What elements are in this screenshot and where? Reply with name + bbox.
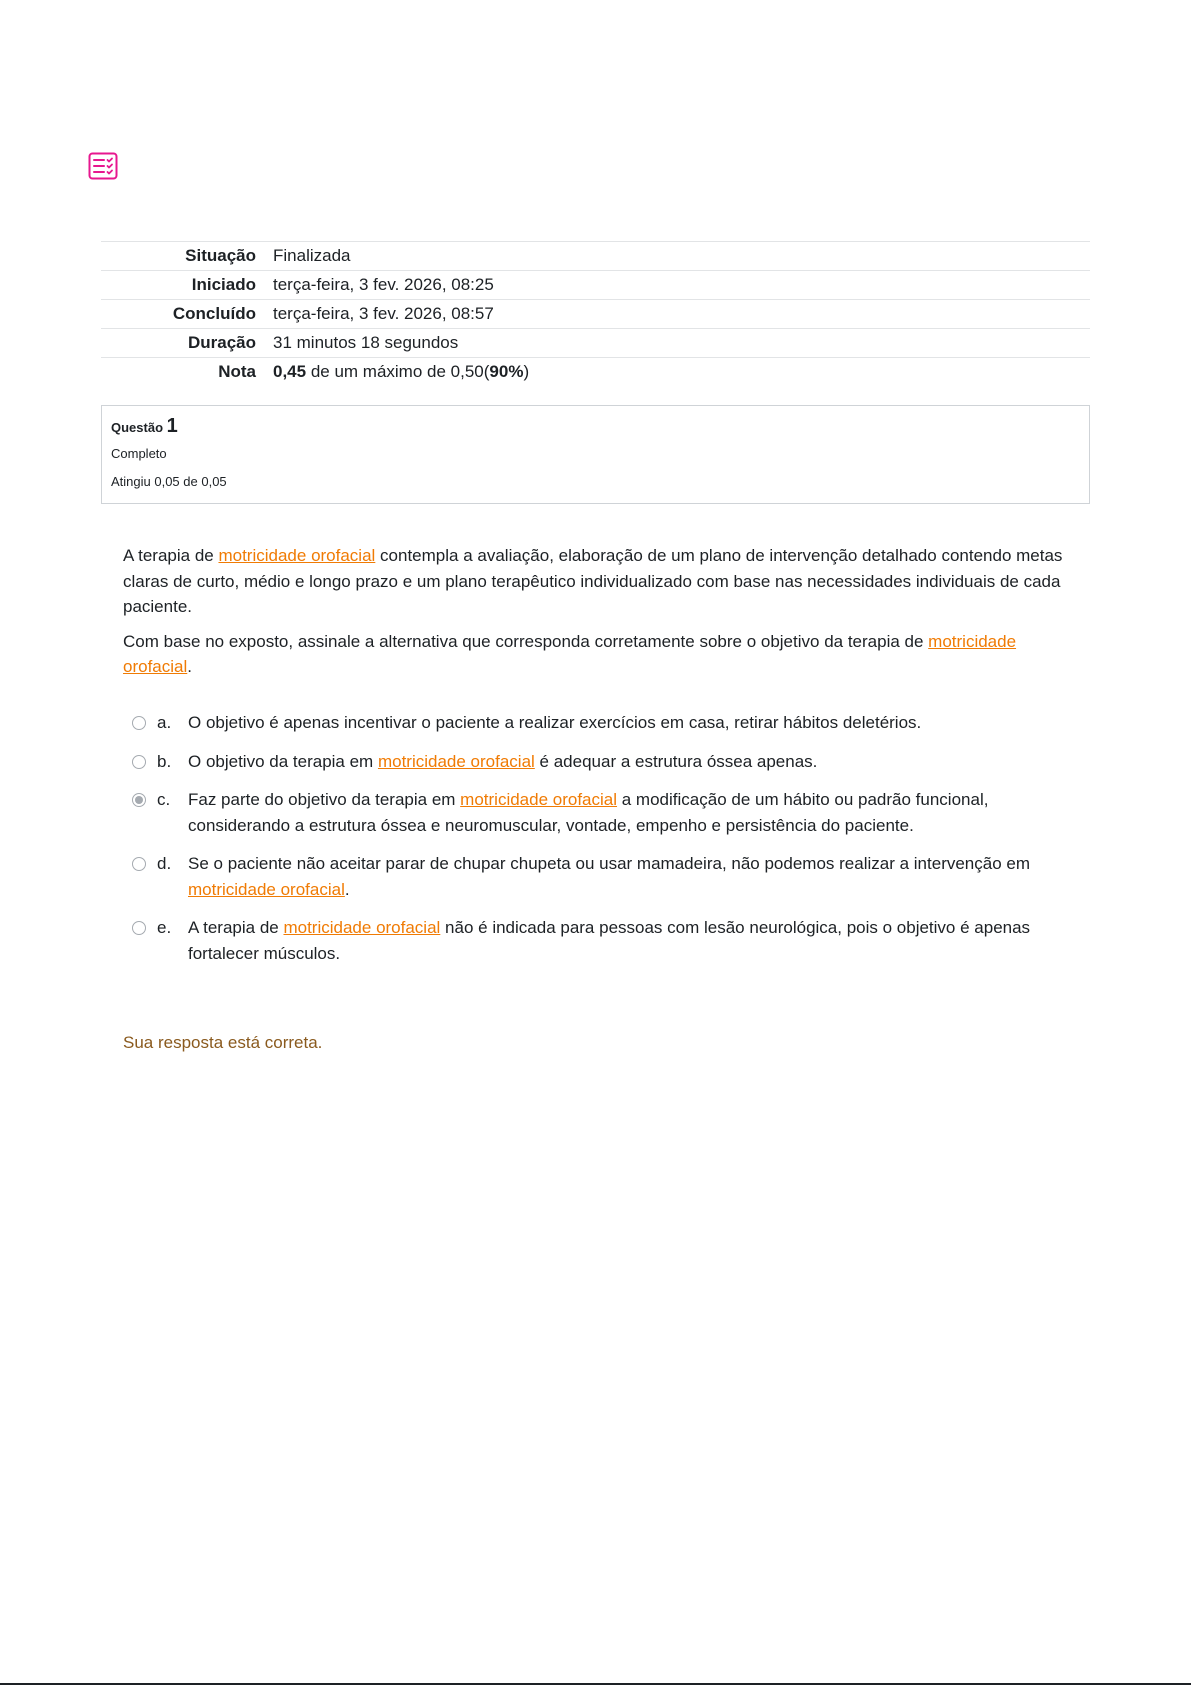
radio-button[interactable]: [132, 716, 146, 730]
answer-option-d[interactable]: [132, 851, 1078, 902]
summary-value: terça-feira, 3 fev. 2026, 08:25: [273, 275, 494, 294]
option-letter: e.: [157, 918, 172, 937]
option-letter: b.: [157, 751, 172, 771]
question-state: Completo: [111, 446, 167, 461]
question-info-box: [101, 405, 1090, 504]
option-letter: d.: [157, 854, 172, 873]
summary-value: 31 minutos 18 segundos: [273, 333, 459, 352]
text-segment: .: [187, 657, 192, 676]
question-paragraph-2: [123, 629, 1078, 680]
question-number-value: 1: [166, 415, 178, 437]
option-letter: c.: [157, 790, 171, 809]
text-segment: é adequar a estrutura óssea apenas.: [534, 751, 818, 771]
summary-row-grade: [101, 358, 1090, 387]
text-segment: .: [344, 879, 350, 899]
answer-option-e[interactable]: [132, 915, 1078, 966]
question-grade: Atingiu 0,05 de 0,05: [111, 474, 227, 489]
text-segment: Se o paciente não aceitar parar de chupar chupeta ou usar mamadeira, não podemos realizar a intervenção em: [188, 854, 1031, 873]
glossary-link[interactable]: motricidade orofacial: [218, 546, 376, 565]
summary-value: terça-feira, 3 fev. 2026, 08:57: [273, 304, 494, 323]
text-segment: A terapia de: [123, 546, 219, 565]
answer-option-b[interactable]: [132, 749, 1078, 775]
radio-button[interactable]: [132, 755, 146, 769]
grade-percent: 90%: [489, 362, 524, 382]
summary-label: Concluído: [172, 304, 256, 323]
radio-button-selected[interactable]: [132, 793, 146, 807]
text-segment: A terapia de: [188, 918, 284, 937]
text-segment: Faz parte do objetivo da terapia em: [188, 790, 461, 809]
glossary-link[interactable]: motricidade orofacial: [123, 631, 1017, 676]
glossary-link[interactable]: motricidade orofacial: [283, 918, 441, 937]
summary-label: Situação: [185, 246, 256, 265]
glossary-link[interactable]: motricidade orofacial: [377, 751, 535, 771]
answer-feedback: Sua resposta está correta.: [123, 1033, 323, 1052]
glossary-link[interactable]: motricidade orofacial: [460, 790, 618, 809]
summary-row-completed: [101, 300, 1090, 329]
text-segment: não é indicada para pessoas com lesão neurológica, pois o objetivo é apenas fortalecer músculos.: [188, 918, 1031, 963]
text-segment: a modificação de um hábito ou padrão funcional, considerando a estrutura óssea e neuromuscular, vontade, empenho e persistência do paciente.: [188, 790, 989, 835]
grade-middle: de um máximo de 0,50(: [306, 362, 490, 382]
option-letter: a.: [157, 713, 172, 732]
summary-label: Duração: [187, 333, 256, 352]
answer-options: [132, 710, 1078, 979]
summary-value-grade: [273, 358, 1090, 387]
question-paragraph-1: [123, 543, 1078, 620]
radio-button[interactable]: [132, 857, 146, 871]
grade-end: ): [523, 362, 530, 382]
summary-value: Finalizada: [273, 246, 351, 265]
option-text: [188, 710, 1078, 736]
attempt-summary-table: [101, 241, 1090, 387]
text-segment: Com base no exposto, assinale a alternativa que corresponda corretamente sobre o objetivo da terapia de: [123, 631, 929, 651]
question-label: Questão: [111, 420, 164, 435]
quiz-list-icon: [88, 152, 118, 180]
answer-option-a[interactable]: [132, 710, 1078, 736]
text-segment: contempla a avaliação, elaboração de um plano de intervenção detalhado contendo metas claras de curto, médio e longo prazo e um plano terapêutico individualizado com base nas necessidades individuais de cada paciente.: [123, 546, 1063, 616]
glossary-link[interactable]: motricidade orofacial: [188, 879, 345, 899]
text-segment: O objetivo é apenas incentivar o paciente a realizar exercícios em casa, retirar hábitos deletérios.: [188, 713, 922, 732]
option-text: [188, 749, 1078, 775]
question-text: [123, 543, 1078, 689]
option-text: [188, 851, 1078, 902]
summary-label: Nota: [218, 362, 256, 382]
option-text: [188, 915, 1078, 966]
grade-score: 0,45: [273, 362, 307, 382]
question-number: [111, 414, 1080, 438]
text-segment: O objetivo da terapia em: [188, 751, 378, 771]
radio-button[interactable]: [132, 921, 146, 935]
summary-label: Iniciado: [191, 275, 256, 294]
summary-row-state: [101, 242, 1090, 271]
answer-option-c[interactable]: [132, 787, 1078, 838]
option-text: [188, 787, 1078, 838]
summary-row-duration: [101, 329, 1090, 358]
summary-row-started: [101, 271, 1090, 300]
